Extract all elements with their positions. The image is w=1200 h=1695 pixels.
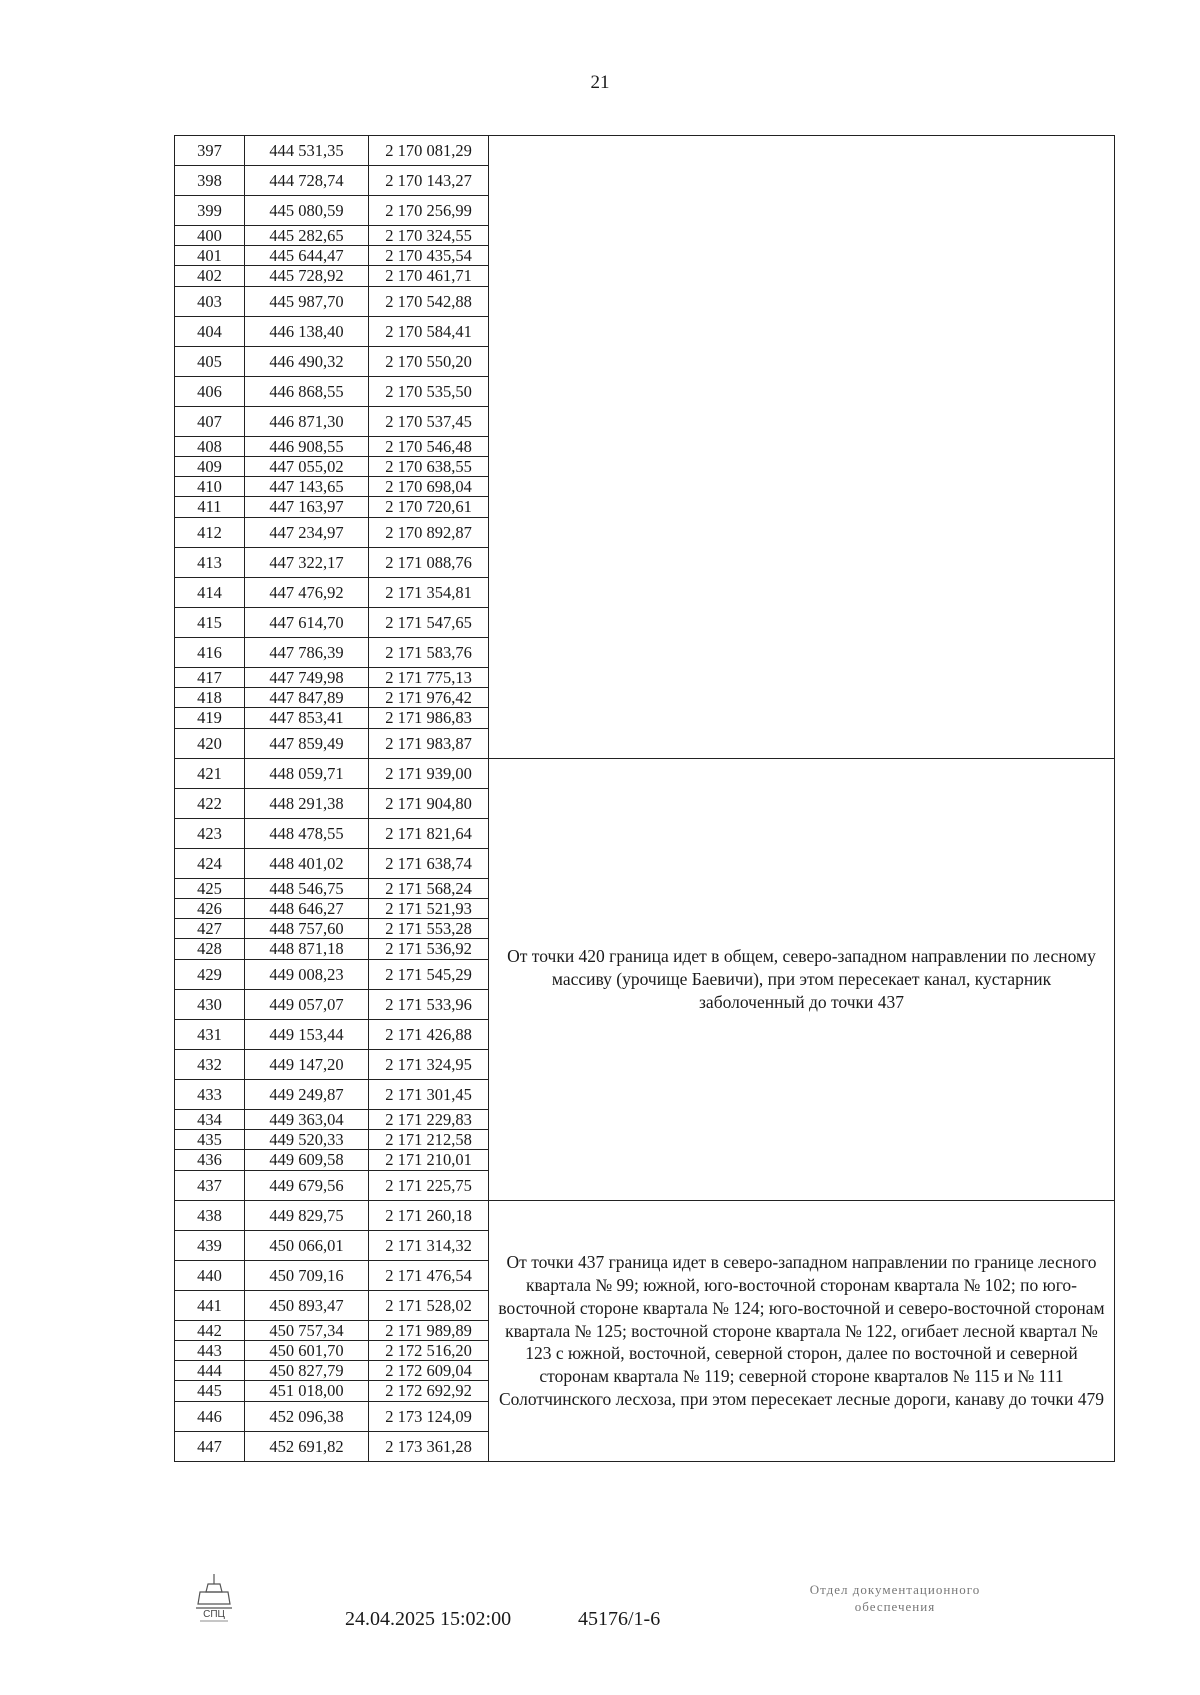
point-number-cell: 418 <box>175 688 245 708</box>
point-number-cell: 415 <box>175 608 245 638</box>
point-number-cell: 419 <box>175 708 245 729</box>
x-coordinate-cell: 449 679,56 <box>245 1171 369 1201</box>
y-coordinate-cell: 2 170 081,29 <box>369 136 489 166</box>
y-coordinate-cell: 2 171 521,93 <box>369 899 489 919</box>
point-number-cell: 413 <box>175 548 245 578</box>
point-number-cell: 444 <box>175 1361 245 1381</box>
x-coordinate-cell: 450 893,47 <box>245 1291 369 1321</box>
coordinates-sheet <box>174 135 1114 1462</box>
x-coordinate-cell: 447 322,17 <box>245 548 369 578</box>
point-number-cell: 410 <box>175 477 245 497</box>
y-coordinate-cell: 2 170 546,48 <box>369 437 489 457</box>
y-coordinate-cell: 2 170 435,54 <box>369 246 489 266</box>
point-number-cell: 408 <box>175 437 245 457</box>
x-coordinate-cell: 447 786,39 <box>245 638 369 668</box>
y-coordinate-cell: 2 171 533,96 <box>369 990 489 1020</box>
x-coordinate-cell: 448 401,02 <box>245 849 369 879</box>
x-coordinate-cell: 447 749,98 <box>245 668 369 688</box>
x-coordinate-cell: 449 008,23 <box>245 960 369 990</box>
point-number-cell: 434 <box>175 1110 245 1130</box>
x-coordinate-cell: 447 163,97 <box>245 497 369 518</box>
y-coordinate-cell: 2 171 638,74 <box>369 849 489 879</box>
point-number-cell: 411 <box>175 497 245 518</box>
x-coordinate-cell: 449 153,44 <box>245 1020 369 1050</box>
y-coordinate-cell: 2 171 212,58 <box>369 1130 489 1150</box>
point-number-cell: 407 <box>175 407 245 437</box>
y-coordinate-cell: 2 170 698,04 <box>369 477 489 497</box>
point-number-cell: 437 <box>175 1171 245 1201</box>
y-coordinate-cell: 2 171 314,32 <box>369 1231 489 1261</box>
x-coordinate-cell: 449 057,07 <box>245 990 369 1020</box>
y-coordinate-cell: 2 171 553,28 <box>369 919 489 939</box>
y-coordinate-cell: 2 171 528,02 <box>369 1291 489 1321</box>
y-coordinate-cell: 2 171 210,01 <box>369 1150 489 1171</box>
point-number-cell: 417 <box>175 668 245 688</box>
y-coordinate-cell: 2 171 229,83 <box>369 1110 489 1130</box>
point-number-cell: 425 <box>175 879 245 899</box>
x-coordinate-cell: 448 546,75 <box>245 879 369 899</box>
table-row <box>175 1201 1115 1231</box>
x-coordinate-cell: 446 138,40 <box>245 317 369 347</box>
point-number-cell: 426 <box>175 899 245 919</box>
x-coordinate-cell: 448 757,60 <box>245 919 369 939</box>
y-coordinate-cell: 2 171 989,89 <box>369 1321 489 1341</box>
footer-datetime: 24.04.2025 15:02:00 <box>345 1608 512 1630</box>
x-coordinate-cell: 450 757,34 <box>245 1321 369 1341</box>
y-coordinate-cell: 2 171 976,42 <box>369 688 489 708</box>
y-coordinate-cell: 2 171 301,45 <box>369 1080 489 1110</box>
y-coordinate-cell: 2 171 536,92 <box>369 939 489 960</box>
x-coordinate-cell: 446 908,55 <box>245 437 369 457</box>
point-number-cell: 439 <box>175 1231 245 1261</box>
point-number-cell: 405 <box>175 347 245 377</box>
table-row <box>175 759 1115 789</box>
x-coordinate-cell: 449 829,75 <box>245 1201 369 1231</box>
y-coordinate-cell: 2 170 720,61 <box>369 497 489 518</box>
x-coordinate-cell: 451 018,00 <box>245 1381 369 1402</box>
point-number-cell: 441 <box>175 1291 245 1321</box>
x-coordinate-cell: 447 847,89 <box>245 688 369 708</box>
point-number-cell: 414 <box>175 578 245 608</box>
y-coordinate-cell: 2 170 550,20 <box>369 347 489 377</box>
x-coordinate-cell: 446 868,55 <box>245 377 369 407</box>
point-number-cell: 443 <box>175 1341 245 1361</box>
y-coordinate-cell: 2 171 821,64 <box>369 819 489 849</box>
point-number-cell: 398 <box>175 166 245 196</box>
x-coordinate-cell: 447 859,49 <box>245 729 369 759</box>
point-number-cell: 399 <box>175 196 245 226</box>
y-coordinate-cell: 2 171 986,83 <box>369 708 489 729</box>
y-coordinate-cell: 2 171 260,18 <box>369 1201 489 1231</box>
x-coordinate-cell: 448 291,38 <box>245 789 369 819</box>
x-coordinate-cell: 449 363,04 <box>245 1110 369 1130</box>
point-number-cell: 438 <box>175 1201 245 1231</box>
point-number-cell: 416 <box>175 638 245 668</box>
y-coordinate-cell: 2 173 361,28 <box>369 1432 489 1462</box>
boundary-description-cell <box>489 136 1115 759</box>
y-coordinate-cell: 2 170 324,55 <box>369 226 489 246</box>
y-coordinate-cell: 2 171 225,75 <box>369 1171 489 1201</box>
y-coordinate-cell: 2 171 904,80 <box>369 789 489 819</box>
x-coordinate-cell: 448 059,71 <box>245 759 369 789</box>
y-coordinate-cell: 2 170 461,71 <box>369 266 489 287</box>
point-number-cell: 432 <box>175 1050 245 1080</box>
logo-text: СПЦ <box>203 1609 225 1620</box>
y-coordinate-cell: 2 171 775,13 <box>369 668 489 688</box>
x-coordinate-cell: 452 691,82 <box>245 1432 369 1462</box>
point-number-cell: 401 <box>175 246 245 266</box>
point-number-cell: 446 <box>175 1402 245 1432</box>
x-coordinate-cell: 447 853,41 <box>245 708 369 729</box>
point-number-cell: 433 <box>175 1080 245 1110</box>
x-coordinate-cell: 450 066,01 <box>245 1231 369 1261</box>
point-number-cell: 421 <box>175 759 245 789</box>
point-number-cell: 409 <box>175 457 245 477</box>
y-coordinate-cell: 2 171 088,76 <box>369 548 489 578</box>
y-coordinate-cell: 2 170 542,88 <box>369 287 489 317</box>
y-coordinate-cell: 2 171 476,54 <box>369 1261 489 1291</box>
point-number-cell: 404 <box>175 317 245 347</box>
x-coordinate-cell: 449 520,33 <box>245 1130 369 1150</box>
point-number-cell: 412 <box>175 518 245 548</box>
point-number-cell: 427 <box>175 919 245 939</box>
y-coordinate-cell: 2 170 537,45 <box>369 407 489 437</box>
x-coordinate-cell: 445 080,59 <box>245 196 369 226</box>
boundary-description-cell: От точки 420 граница идет в общем, северо-западном направлении по лесному массиву (урочище Баевичи), при этом пересекает канал, кустарник заболоченный до точки 437 <box>489 759 1115 1201</box>
stamp-line-1: Отдел документационного <box>809 1582 981 1597</box>
point-number-cell: 440 <box>175 1261 245 1291</box>
y-coordinate-cell: 2 170 584,41 <box>369 317 489 347</box>
x-coordinate-cell: 447 143,65 <box>245 477 369 497</box>
y-coordinate-cell: 2 171 983,87 <box>369 729 489 759</box>
y-coordinate-cell: 2 170 535,50 <box>369 377 489 407</box>
x-coordinate-cell: 450 601,70 <box>245 1341 369 1361</box>
x-coordinate-cell: 449 147,20 <box>245 1050 369 1080</box>
y-coordinate-cell: 2 170 892,87 <box>369 518 489 548</box>
x-coordinate-cell: 446 490,32 <box>245 347 369 377</box>
x-coordinate-cell: 450 709,16 <box>245 1261 369 1291</box>
organization-logo <box>192 1570 236 1626</box>
point-number-cell: 397 <box>175 136 245 166</box>
boundary-description-cell: От точки 437 граница идет в северо-западном направлении по границе лесного квартала № 99; южной, юго-восточной сторонам квартала № 102; по юго-восточной стороне квартала № 124; юго-восточной и северо-восточной сторонам квартала № 125; восточной стороне квартала № 122, огибает лесной квартал № 123 с южной, восточной, северной сторон, далее по восточной и северной сторонам квартала № 119; северной стороне кварталов № 115 и № 111 Солотчинского лесхоза, при этом пересекает лесные дороги, канаву до точки 479 <box>489 1201 1115 1462</box>
coordinates-table-body <box>175 136 1115 1462</box>
x-coordinate-cell: 449 609,58 <box>245 1150 369 1171</box>
point-number-cell: 406 <box>175 377 245 407</box>
department-stamp <box>760 1582 1030 1616</box>
x-coordinate-cell: 447 055,02 <box>245 457 369 477</box>
x-coordinate-cell: 448 478,55 <box>245 819 369 849</box>
x-coordinate-cell: 445 282,65 <box>245 226 369 246</box>
point-number-cell: 442 <box>175 1321 245 1341</box>
point-number-cell: 422 <box>175 789 245 819</box>
y-coordinate-cell: 2 171 545,29 <box>369 960 489 990</box>
y-coordinate-cell: 2 171 583,76 <box>369 638 489 668</box>
y-coordinate-cell: 2 172 609,04 <box>369 1361 489 1381</box>
x-coordinate-cell: 448 871,18 <box>245 939 369 960</box>
point-number-cell: 420 <box>175 729 245 759</box>
stamp-line-2: обеспечения <box>854 1598 936 1614</box>
x-coordinate-cell: 452 096,38 <box>245 1402 369 1432</box>
y-coordinate-cell: 2 171 939,00 <box>369 759 489 789</box>
y-coordinate-cell: 2 170 256,99 <box>369 196 489 226</box>
table-row <box>175 136 1115 166</box>
x-coordinate-cell: 449 249,87 <box>245 1080 369 1110</box>
y-coordinate-cell: 2 173 124,09 <box>369 1402 489 1432</box>
y-coordinate-cell: 2 171 354,81 <box>369 578 489 608</box>
y-coordinate-cell: 2 172 692,92 <box>369 1381 489 1402</box>
point-number-cell: 402 <box>175 266 245 287</box>
point-number-cell: 430 <box>175 990 245 1020</box>
y-coordinate-cell: 2 171 426,88 <box>369 1020 489 1050</box>
y-coordinate-cell: 2 170 638,55 <box>369 457 489 477</box>
footer-document-number: 45176/1-6 <box>578 1608 661 1630</box>
point-number-cell: 447 <box>175 1432 245 1462</box>
x-coordinate-cell: 445 644,47 <box>245 246 369 266</box>
x-coordinate-cell: 447 234,97 <box>245 518 369 548</box>
coordinates-table <box>174 135 1115 1462</box>
point-number-cell: 445 <box>175 1381 245 1402</box>
point-number-cell: 403 <box>175 287 245 317</box>
point-number-cell: 431 <box>175 1020 245 1050</box>
point-number-cell: 435 <box>175 1130 245 1150</box>
x-coordinate-cell: 448 646,27 <box>245 899 369 919</box>
x-coordinate-cell: 445 987,70 <box>245 287 369 317</box>
x-coordinate-cell: 447 614,70 <box>245 608 369 638</box>
x-coordinate-cell: 444 531,35 <box>245 136 369 166</box>
point-number-cell: 428 <box>175 939 245 960</box>
x-coordinate-cell: 446 871,30 <box>245 407 369 437</box>
y-coordinate-cell: 2 170 143,27 <box>369 166 489 196</box>
x-coordinate-cell: 447 476,92 <box>245 578 369 608</box>
point-number-cell: 424 <box>175 849 245 879</box>
y-coordinate-cell: 2 171 568,24 <box>369 879 489 899</box>
point-number-cell: 429 <box>175 960 245 990</box>
point-number-cell: 400 <box>175 226 245 246</box>
x-coordinate-cell: 444 728,74 <box>245 166 369 196</box>
point-number-cell: 436 <box>175 1150 245 1171</box>
y-coordinate-cell: 2 171 324,95 <box>369 1050 489 1080</box>
x-coordinate-cell: 445 728,92 <box>245 266 369 287</box>
page-number: 21 <box>590 72 610 93</box>
point-number-cell: 423 <box>175 819 245 849</box>
x-coordinate-cell: 450 827,79 <box>245 1361 369 1381</box>
y-coordinate-cell: 2 171 547,65 <box>369 608 489 638</box>
y-coordinate-cell: 2 172 516,20 <box>369 1341 489 1361</box>
